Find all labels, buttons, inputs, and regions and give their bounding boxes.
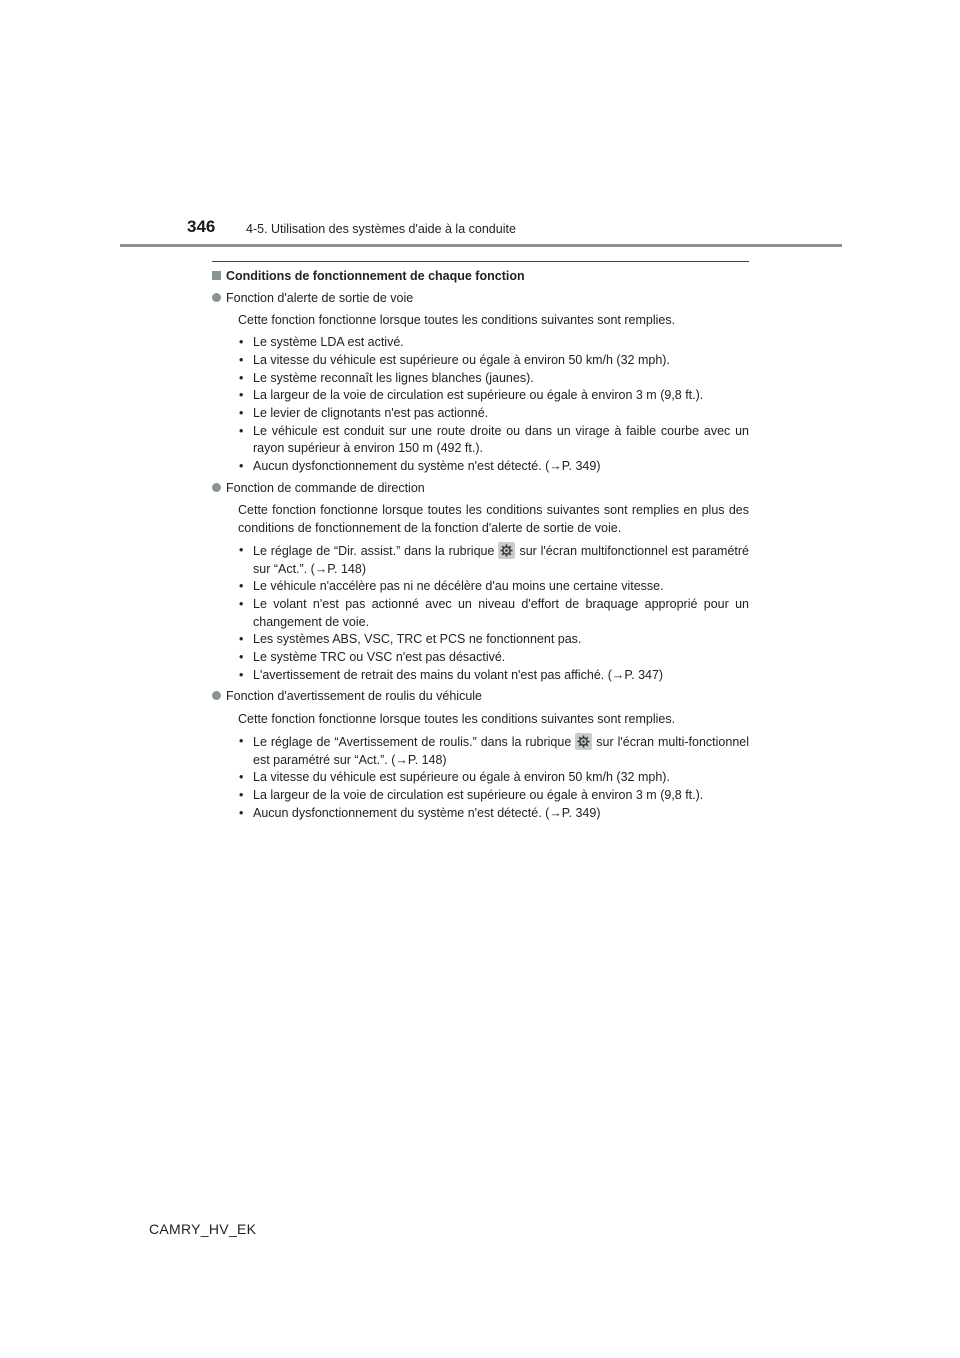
- setting-text-after: sur l'écran multifonctionnel est paramétré sur “Act.”. (→P. 148): [253, 543, 750, 576]
- condition-item: • Le véhicule est conduit sur une route droite ou dans un virage à faible courbe avec un rayon supérieur à environ 150 m (492 ft.).: [238, 423, 749, 458]
- condition-item: • La largeur de la voie de circulation est supérieure ou égale à environ 3 m (9,8 ft.).: [238, 787, 749, 805]
- condition-list: [238, 733, 749, 823]
- function-intro: Cette fonction fonctionne lorsque toutes les conditions suivantes sont remplies.: [238, 712, 676, 727]
- condition-list: [238, 542, 749, 685]
- function-intro: Cette fonction fonctionne lorsque toutes les conditions suivantes sont remplies en plus des conditions de fonctionnement de la fonction d'alerte de sortie de voie.: [238, 503, 749, 536]
- circle-bullet-icon: [212, 293, 221, 302]
- gear-icon: [498, 542, 515, 559]
- condition-item-setting: [238, 733, 749, 769]
- condition-item: • Le levier de clignotants n'est pas actionné.: [238, 405, 749, 423]
- function-heading: [212, 290, 749, 308]
- condition-item: • Les systèmes ABS, VSC, TRC et PCS ne fonctionnent pas.: [238, 631, 749, 649]
- chapter-title: 4-5. Utilisation des systèmes d'aide à la conduite: [246, 222, 516, 236]
- condition-item: • La largeur de la voie de circulation est supérieure ou égale à environ 3 m (9,8 ft.).: [238, 387, 749, 405]
- condition-item: • Aucun dysfonctionnement du système n'est détecté. (→P. 349): [238, 805, 749, 823]
- condition-item: • L'avertissement de retrait des mains du volant n'est pas affiché. (→P. 347): [238, 667, 749, 685]
- condition-item: • Le système reconnaît les lignes blanches (jaunes).: [238, 370, 749, 388]
- function-title: Fonction de commande de direction: [226, 480, 425, 495]
- condition-item: • La vitesse du véhicule est supérieure ou égale à environ 50 km/h (32 mph).: [238, 352, 749, 370]
- main-content: [212, 268, 749, 822]
- condition-item: • Le volant n'est pas actionné avec un niveau d'effort de braquage approprié pour un changement de voie.: [238, 596, 749, 631]
- square-bullet-icon: [212, 271, 221, 280]
- condition-item: • Aucun dysfonctionnement du système n'est détecté. (→P. 349): [238, 458, 749, 476]
- function-title: Fonction d'avertissement de roulis du véhicule: [226, 689, 482, 704]
- section-heading-text: Conditions de fonctionnement de chaque fonction: [226, 269, 525, 283]
- circle-bullet-icon: [212, 691, 221, 700]
- gear-icon: [575, 733, 592, 750]
- function-intro: Cette fonction fonctionne lorsque toutes les conditions suivantes sont remplies.: [238, 313, 676, 328]
- section-heading: [212, 268, 749, 286]
- header-rule: [120, 244, 842, 247]
- document-code: CAMRY_HV_EK: [149, 1221, 257, 1237]
- condition-item: • Le système LDA est activé.: [238, 334, 749, 352]
- condition-item-setting: [238, 542, 749, 578]
- function-title: Fonction d'alerte de sortie de voie: [226, 290, 414, 305]
- function-heading: [212, 688, 749, 706]
- condition-item: • Le véhicule n'accélère pas ni ne décélère d'au moins une certaine vitesse.: [238, 578, 749, 596]
- condition-list: [238, 334, 749, 476]
- condition-item: • Le système TRC ou VSC n'est pas désactivé.: [238, 649, 749, 667]
- condition-item: • La vitesse du véhicule est supérieure ou égale à environ 50 km/h (32 mph).: [238, 769, 749, 787]
- page-number: 346: [187, 217, 216, 236]
- setting-text-before: Le réglage de “Avertissement de roulis.” dans la rubrique: [253, 734, 572, 749]
- setting-text-after: sur l'écran multi-fonctionnel est paramétré sur “Act.”. (→P. 148): [253, 734, 749, 767]
- setting-text-before: Le réglage de “Dir. assist.” dans la rubrique: [253, 543, 495, 558]
- section-rule: [212, 261, 749, 262]
- function-heading: [212, 480, 749, 498]
- circle-bullet-icon: [212, 483, 221, 492]
